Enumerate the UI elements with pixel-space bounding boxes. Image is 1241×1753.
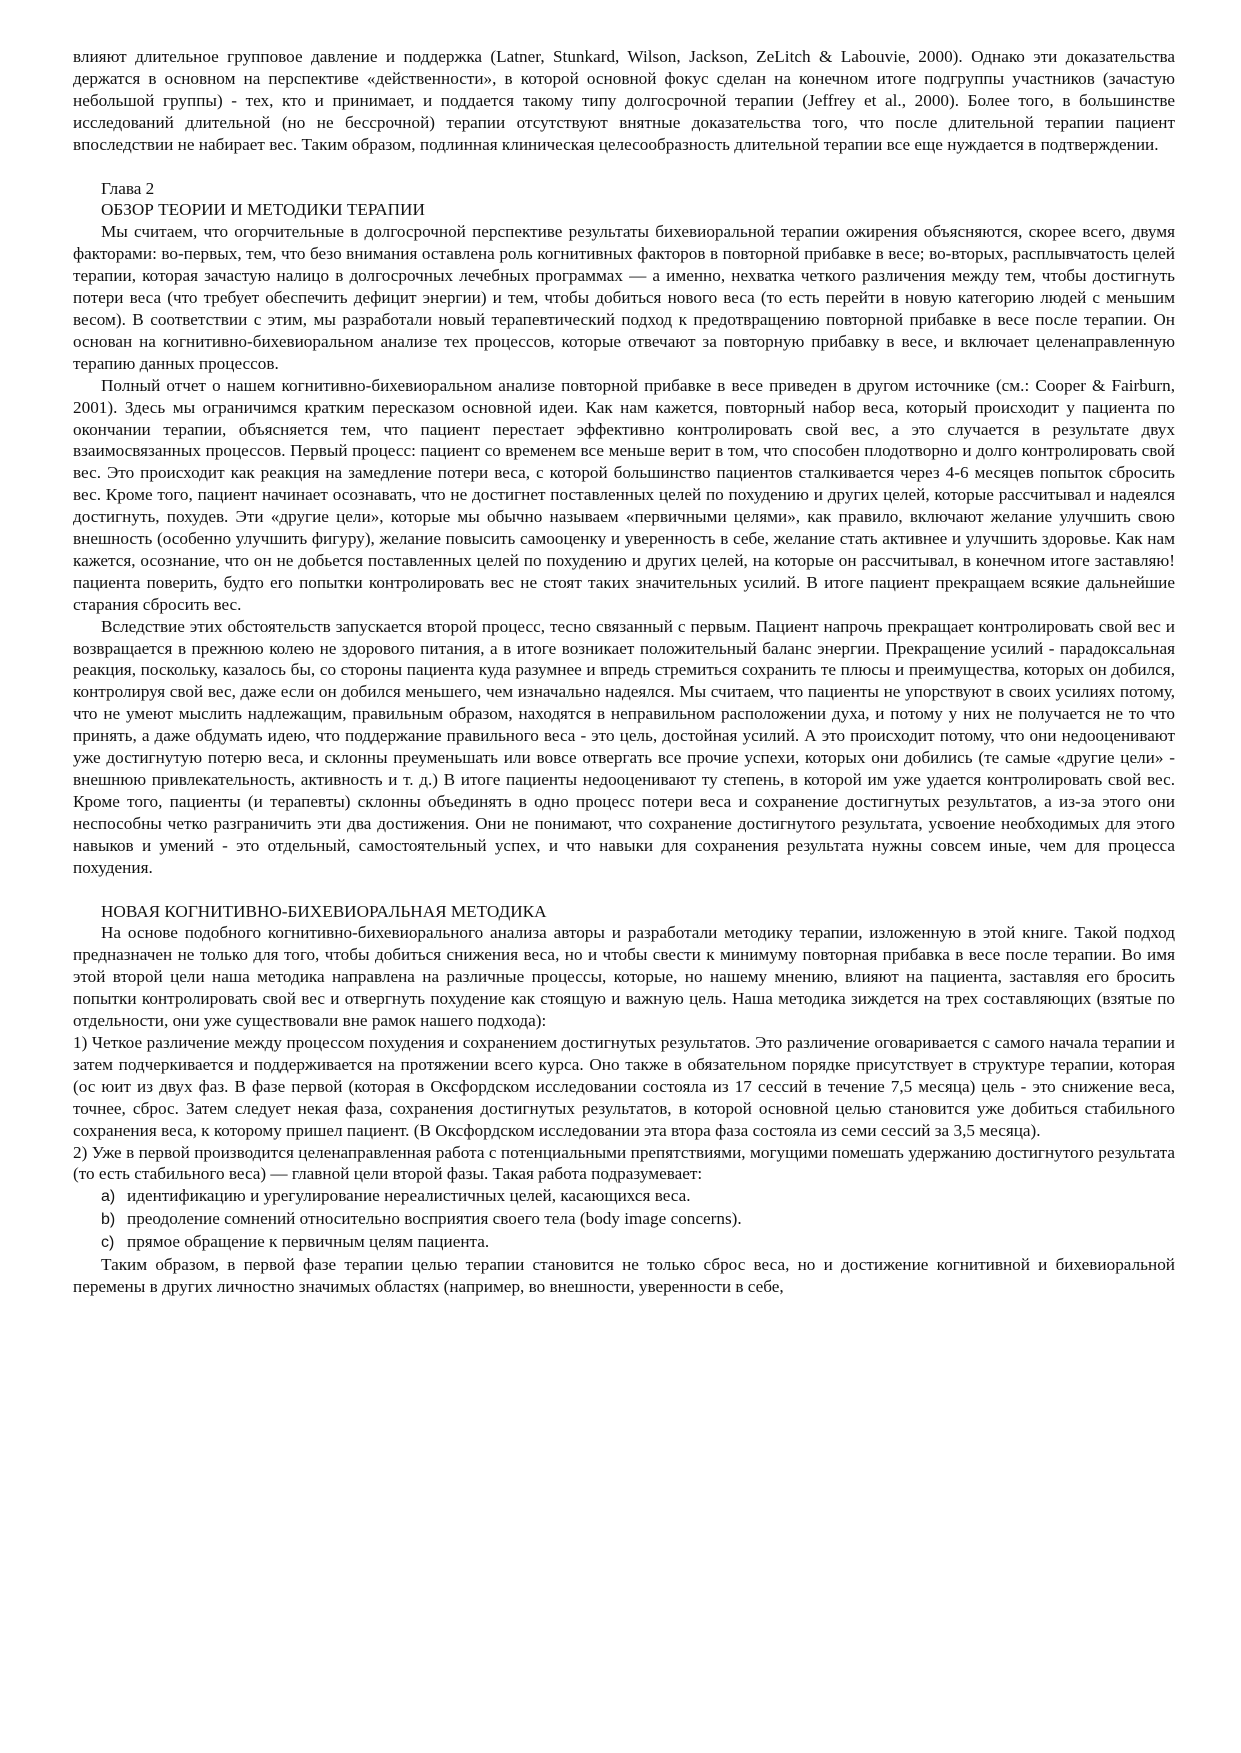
section-title: НОВАЯ КОГНИТИВНО-БИХЕВИОРАЛЬНАЯ МЕТОДИКА: [101, 901, 547, 921]
chapter-label: Глава 2: [101, 178, 155, 198]
list-item: [101, 1185, 1175, 1208]
list-item: [101, 1231, 1175, 1254]
spacer: [73, 156, 1175, 178]
closing-paragraph: Таким образом, в первой фазе терапии целью терапии становится не только сброс веса, но и достижение когнитивной и бихевиоральной перемены в других личностно значимых областях (например, во внешности, уверенности в себе,: [73, 1255, 1175, 1296]
list-marker: b): [101, 1211, 116, 1229]
chapter-paragraph-1: Мы считаем, что огорчительные в долгосрочной перспективе результаты бихевиоральной терапии ожирения объясняются, скорее всего, двумя факторами: во-первых, тем, что безо внимания оставлена роль когнитивных факторов в повторной прибавке в весе; во-вторых, расплывчатость целей терапии, которая зачастую налицо в долгосрочных лечебных программах — а именно, нехватка четкого различения между тем, чтобы достигнуть потери веса (что требует обеспечить дефицит энергии) и тем, чтобы добиться нового веса (то есть перейти в новую категорию людей с меньшим весом). В соответствии с этим, мы разработали новый терапевтический подход к предотвращению повторной прибавке в весе после терапии. Он основан на когнитивно-бихевиоральном анализе тех процессов, которые отвечают за повторную прибавку в весе, и включает целенаправленную терапию данных процессов.: [73, 222, 1175, 373]
chapter-paragraph-2: Полный отчет о нашем когнитивно-бихевиоральном анализе повторной прибавке в весе приведен в другом источнике (см.: Cooper & Fairburn, 2001). Здесь мы ограничимся кратким пересказом основной идеи. Как нам кажется, повторный набор веса, который происходит у пациента по окончании терапии, объясняется тем, что пациент перестает эффективно контролировать свой вес, а это случается в результате двух взаимосвязанных процессов. Первый процесс: пациент со временем все меньше верит в том, что способен плодотворно и долго контролировать свой вес. Это происходит как реакция на замедление потери веса, с которой большинство пациентов сталкивается через 4-6 месяцев попыток сбросить вес. Кроме того, пациент начинает осознавать, что не достигнет поставленных целей по похудению и других целей, которые рассчитывал и надеялся достигнуть, похудев. Эти «другие цели», которые мы обычно называем «первичными целями», как правило, включают желание улучшить свою внешность (особенно улучшить фигуру), желание повысить самооценку и уверенность в себе, желание стать активнее и улучшить здоровье. Как нам кажется, осознание, что он не добьется поставленных целей по похудению и других целей, на которые он рассчитывал, в конечном итоге заставляю! пациента поверить, будто его попытки контролировать вес не стоят таких значительных усилий. В итоге пациент прекращаем всякие дальнейшие старания сбросить вес.: [73, 375, 1175, 614]
list-item-text: идентификацию и урегулирование нереалистичных целей, касающихся веса.: [127, 1186, 691, 1206]
list-item: [101, 1208, 1175, 1231]
list-item-text: прямое обращение к первичным целям пациента.: [127, 1232, 490, 1252]
list-marker: a): [101, 1188, 116, 1206]
list-item-text: преодоление сомнений относительно восприятия своего тела (body image concerns).: [127, 1209, 742, 1229]
spacer: [73, 879, 1175, 901]
chapter-title: ОБЗОР ТЕОРИИ И МЕТОДИКИ ТЕРАПИИ: [101, 200, 425, 220]
sub-list: [73, 1185, 1175, 1254]
intro-paragraph: влияют длительное групповое давление и поддержка (Latner, Stunkard, Wilson, Jackson, ZeLitch & Labouvie, 2000). Однако эти доказательства держатся в основном на перспективе «действенности», в которой основной фокус сделан на конечном итоге подгруппы участников (зачастую небольшой группы) - тех, кто и принимает, и поддается такому типу долгосрочной терапии (Jeffrey et al., 2000). Более того, в большинстве исследований длительной (но не бессрочной) терапии отсутствуют внятные доказательства того, что после длительной терапии пациент впоследствии не набирает вес. Таким образом, подлинная клиническая целесообразность длительной терапии все еще нуждается в подтверждении.: [73, 47, 1175, 154]
chapter-paragraph-3: Вследствие этих обстоятельств запускается второй процесс, тесно связанный с первым. Пациент напрочь прекращает контролировать свой вес и возвращается в прежнюю колею не здорового питания, а в итоге возникает положительный баланс энергии. Прекращение усилий - парадоксальная реакция, поскольку, казалось бы, со стороны пациента куда разумнее и впредь стремиться сохранить те плюсы и преимущества, которых он добился, контролируя свой вес, даже если он добился меньшего, чем изначально надеялся. Мы считаем, что пациенты не упорствуют в своих усилиях потому, что не умеют мыслить надлежащим, правильным образом, находятся в неправильном расположении духа, и потому у них не получается не то что принять, а даже обдумать идею, что поддержание правильного веса - это цель, достойная усилий. А это происходит потому, что они недооценивают уже достигнутую потерю веса, и склонны преуменьшать или вовсе отвергать все прочие успехи, которых они добились (те самые «другие цели» - внешнюю привлекательность, активность и т. д.) В итоге пациенты недооценивают ту степень, в которой им уже удается контролировать свой вес. Кроме того, пациенты (и терапевты) склонны объединять в одно процесс потери веса и сохранение достигнутых результатов, а из-за этого они неспособны четко разграничить эти два достижения. Они не понимают, что сохранение достигнутого результата, усвоение необходимых для этого навыков и умений - это отдельный, самостоятельный успех, и что навыки для сохранения результата нужны совсем иные, чем для процесса похудения.: [73, 616, 1175, 877]
numbered-point-1: 1) Четкое различение между процессом похудения и сохранением достигнутых результатов. Это различение оговаривается с самого начала терапии и затем подчеркивается и поддерживается на протяжении всего курса. Оно также в обязательном порядке присутствует в структуре терапии, которая (ос юит из двух фаз. В фазе первой (которая в Оксфордском исследовании состояла из 17 сессий в течение 7,5 месяца) цель - это снижение веса, точнее, сброс. Затем следует некая фаза, сохранения достигнутых результатов, в которой основной целью становится уже добиться стабильного сохранения веса, к которому пришел пациент. (В Оксфордском исследовании эта втора фаза состояла из семи сессий за 3,5 месяца).: [73, 1032, 1175, 1140]
numbered-point-2: 2) Уже в первой производится целенаправленная работа с потенциальными препятствиями, могущими помешать удержанию достигнутого результата (то есть стабильного веса) — главной цели второй фазы. Такая работа подразумевает:: [73, 1142, 1175, 1184]
list-marker: c): [101, 1234, 115, 1252]
section-intro: На основе подобного когнитивно-бихевиорального анализа авторы и разработали методику терапии, изложенную в этой книге. Такой подход предназначен не только для того, чтобы добиться снижения веса, но и чтобы свести к минимуму повторная прибавка в весе после терапии. Во имя этой второй цели наша методика направлена на различные процессы, которые, но нашему мнению, влияют на пациента, заставляя его бросить попытки контролировать свой вес и отвергнуть похудение как стоящую и важную цель. Наша методика зиждется на трех составляющих (взятые по отдельности, они уже существовали вне рамок нашего подхода):: [73, 923, 1175, 1031]
